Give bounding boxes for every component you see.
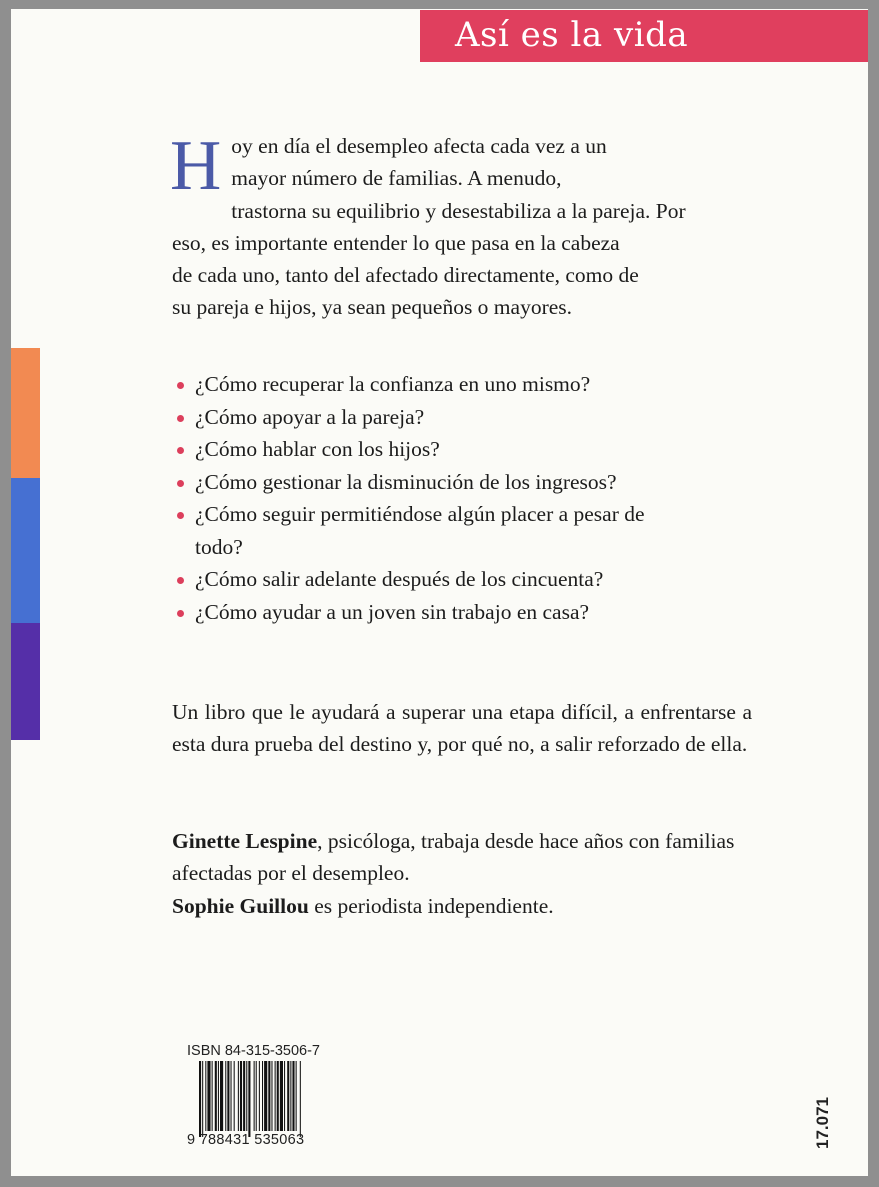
list-item <box>173 401 733 434</box>
drop-cap: H <box>170 127 222 205</box>
question-text: ¿Cómo salir adelante después de los cincuenta? <box>195 567 604 591</box>
barcode-digits: 9 788431 535063 <box>187 1132 305 1148</box>
intro-line: mayor número de familias. A menudo, <box>231 166 562 191</box>
question-text: ¿Cómo apoyar a la pareja? <box>195 404 425 429</box>
author-bios <box>172 825 762 922</box>
closing-paragraph: Un libro que le ayudará a superar una etapa difícil, a enfrentarse a esta dura prueba del destino y, por qué no, a salir reforzado de ella. <box>172 700 752 757</box>
question-text: ¿Cómo hablar con los hijos? <box>195 437 440 461</box>
book-back-cover <box>11 9 868 1176</box>
intro-paragraph <box>170 127 758 324</box>
color-stripe-blue <box>11 478 40 623</box>
series-title: Así es la vida <box>455 15 689 55</box>
list-item <box>173 466 665 499</box>
author-description: , psicóloga, trabaja desde hace años con familias afectadas por el desempleo. <box>172 829 735 886</box>
bullet-dot-icon <box>177 415 184 422</box>
question-list <box>173 368 733 628</box>
bullet-dot-icon <box>177 480 184 487</box>
list-item <box>173 368 733 401</box>
author-bio <box>172 825 762 890</box>
bullet-dot-icon <box>177 447 184 454</box>
bullet-dot-icon <box>177 512 184 519</box>
author-name: Ginette Lespine <box>172 829 318 853</box>
question-text: ¿Cómo gestionar la disminución de los ingresos? <box>195 469 617 494</box>
color-stripe-purple <box>11 623 40 740</box>
intro-line: oy en día el desempleo afecta cada vez a un <box>231 134 607 158</box>
bullet-dot-icon <box>177 610 184 617</box>
question-text: ¿Cómo ayudar a un joven sin trabajo en casa? <box>195 599 590 624</box>
intro-line: su pareja e hijos, ya sean pequeños o mayores. <box>172 295 573 320</box>
list-item <box>173 498 695 563</box>
author-name: Sophie Guillou <box>172 893 309 918</box>
list-item <box>173 563 733 596</box>
barcode-icon <box>199 1061 347 1137</box>
question-text: ¿Cómo recuperar la confianza en uno mismo? <box>195 372 591 396</box>
intro-line: trastorna su equilibrio y desestabiliza a la pareja. Por <box>231 198 686 223</box>
question-text: ¿Cómo seguir permitiéndose algún placer a pesar de todo? <box>195 502 645 559</box>
bullet-dot-icon <box>177 382 184 389</box>
intro-line: eso, es importante entender lo que pasa en la cabeza <box>172 230 620 255</box>
catalog-code: 17.071 <box>813 1097 832 1149</box>
author-bio <box>172 890 762 922</box>
intro-line: de cada uno, tanto del afectado directamente, como de <box>172 263 639 288</box>
bullet-dot-icon <box>177 577 184 584</box>
author-description: es periodista independiente. <box>308 893 554 918</box>
color-stripe-orange <box>11 348 40 478</box>
list-item <box>173 596 733 629</box>
isbn-label: ISBN 84-315-3506-7 <box>187 1043 320 1059</box>
list-item <box>173 433 733 466</box>
